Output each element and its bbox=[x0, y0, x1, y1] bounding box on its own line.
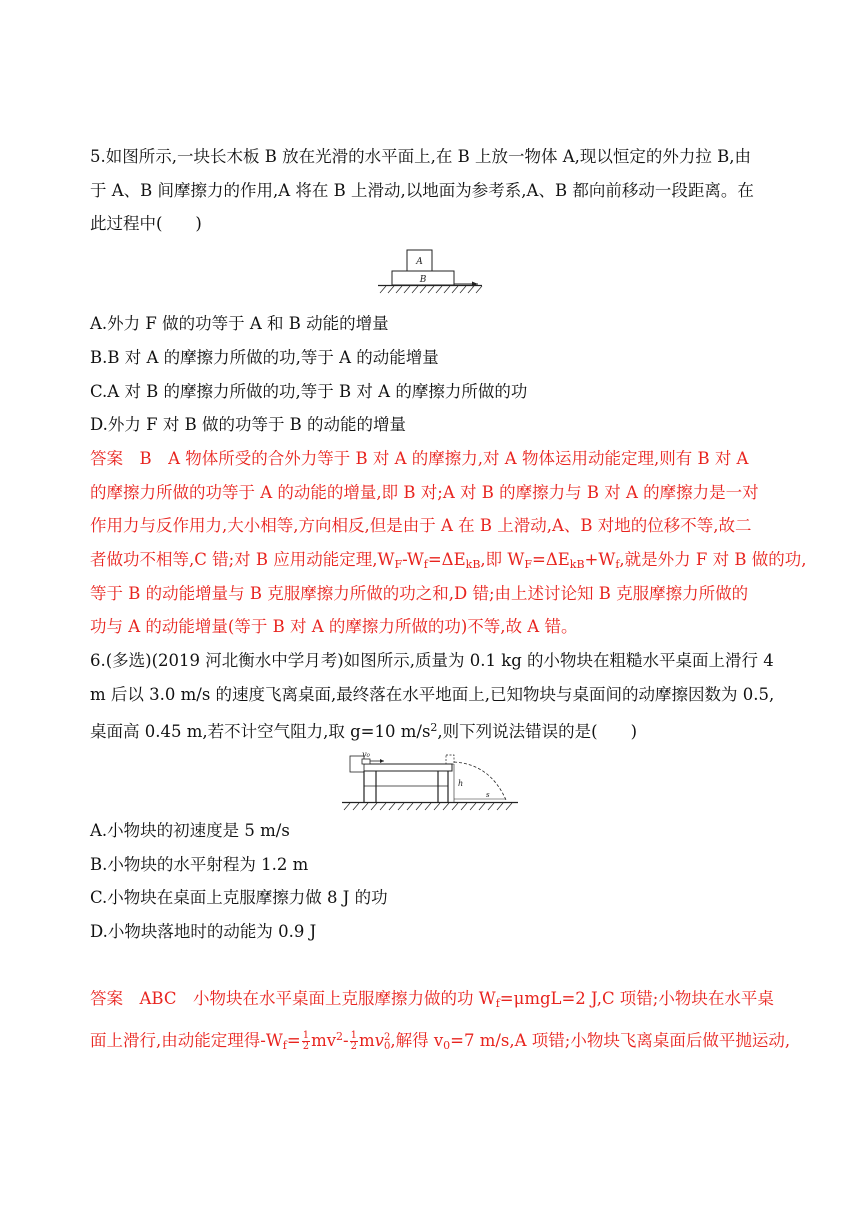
q6-option-a: A.小物块的初速度是 5 m/s bbox=[90, 821, 290, 840]
q5-stem-line-2: 于 A、B 间摩擦力的作用,A 将在 B 上滑动,以地面为参考系,A、B 都向前移动一段距离。在 bbox=[90, 181, 754, 200]
q5-option-c: C.A 对 B 的摩擦力所做的功,等于 B 对 A 的摩擦力所做的功 bbox=[90, 382, 528, 401]
tabletop-shape bbox=[356, 764, 452, 771]
q5-answer-line-5: 等于 B 的动能增量与 B 克服摩擦力所做的功之和,D 错;由上述讨论知 B 克服摩擦力所做的 bbox=[90, 584, 749, 603]
h-label: h bbox=[458, 779, 464, 788]
q5-answer-line-3: 作用力与反作用力,大小相等,方向相反,但是由于 A 在 B 上滑动,A、B 对地的位移不等,故二 bbox=[90, 516, 752, 535]
q6-stem-line-1: 6.(多选)(2019 河北衡水中学月考)如图所示,质量为 0.1 kg 的小物块在粗糙水平桌面上滑行 4 bbox=[90, 651, 774, 670]
s-label: s bbox=[486, 791, 490, 799]
q6-option-d: D.小物块落地时的动能为 0.9 J bbox=[90, 922, 317, 941]
q6-stem-line-2: m 后以 3.0 m/s 的速度飞离桌面,最终落在水平地面上,已知物块与桌面间的动摩擦因数为 0.5, bbox=[90, 685, 775, 704]
q5-answer-line-4: 者做功不相等,C 错;对 B 应用动能定理$,W_F-W_f=\Delta E_{kB}$,即 $W_F=\Delta E_{kB}+W_f$,就是外力 F 对 B 做的功, bbox=[90, 550, 807, 571]
q6-figure-table-projectile bbox=[340, 750, 522, 812]
q5-figure-board-block bbox=[376, 248, 486, 296]
v0-label: v₀ bbox=[362, 750, 370, 759]
q6-stem-line-3: 桌面高 0.45 m,若不计空气阻力,取 g=10 $m/s^2$,则下列说法错误的是( ) bbox=[90, 721, 638, 741]
q5-option-a: A.外力 F 做的功等于 A 和 B 动能的增量 bbox=[90, 314, 389, 333]
q5-answer-line-6: 功与 A 的动能增量(等于 B 对 A 的摩擦力所做的功)不等,故 A 错。 bbox=[90, 617, 578, 636]
board-b-label: B bbox=[419, 275, 427, 285]
fraction-half-2: $\frac{1}{2}$ bbox=[350, 1030, 357, 1052]
q6-answer-line-1: 答案 ABC 小物块在水平桌面上克服摩擦力做的功 $W_f=\mu mgL=2$ J,C 项错;小物块在水平桌 bbox=[90, 989, 774, 1010]
q6-option-c: C.小物块在桌面上克服摩擦力做 8 J 的功 bbox=[90, 888, 388, 907]
q5-stem-line-1: 5.如图所示,一块长木板 B 放在光滑的水平面上,在 B 上放一物体 A,现以恒定的外力拉 B,由 bbox=[90, 147, 751, 166]
q5-option-b: B.B 对 A 的摩擦力所做的功,等于 A 的动能增量 bbox=[90, 348, 439, 367]
q5-option-d: D.外力 F 对 B 做的功等于 B 的动能的增量 bbox=[90, 415, 407, 434]
small-block-shape bbox=[362, 759, 370, 764]
fraction-half-1: $\frac{1}{2}$ bbox=[302, 1030, 310, 1052]
q5-stem-line-3: 此过程中( ) bbox=[90, 214, 202, 233]
block-a-label: A bbox=[416, 257, 423, 267]
q6-answer-line-2: 面上滑行,由动能定理得$-W_f=$ $\frac{1}{2}$ $mv^2-$ $\frac{1}{2}$ mv 2 0 ,解得 $v_0=7$ m/s,A 项错;小物块飞离桌面后做平抛运动, bbox=[90, 1030, 791, 1052]
block-at-edge-dashed bbox=[446, 755, 454, 764]
q6-option-b: B.小物块的水平射程为 1.2 m bbox=[90, 855, 309, 874]
q5-answer-line-2: 的摩擦力所做的功等于 A 的动能的增量,即 B 对;A 对 B 的摩擦力与 B 对 A 的摩擦力是一对 bbox=[90, 483, 759, 502]
q5-answer-line-1: 答案 B A 物体所受的合外力等于 B 对 A 的摩擦力,对 A 物体运用动能定理,则有 B 对 A bbox=[90, 449, 749, 468]
velocity-arrow-head bbox=[380, 759, 384, 763]
